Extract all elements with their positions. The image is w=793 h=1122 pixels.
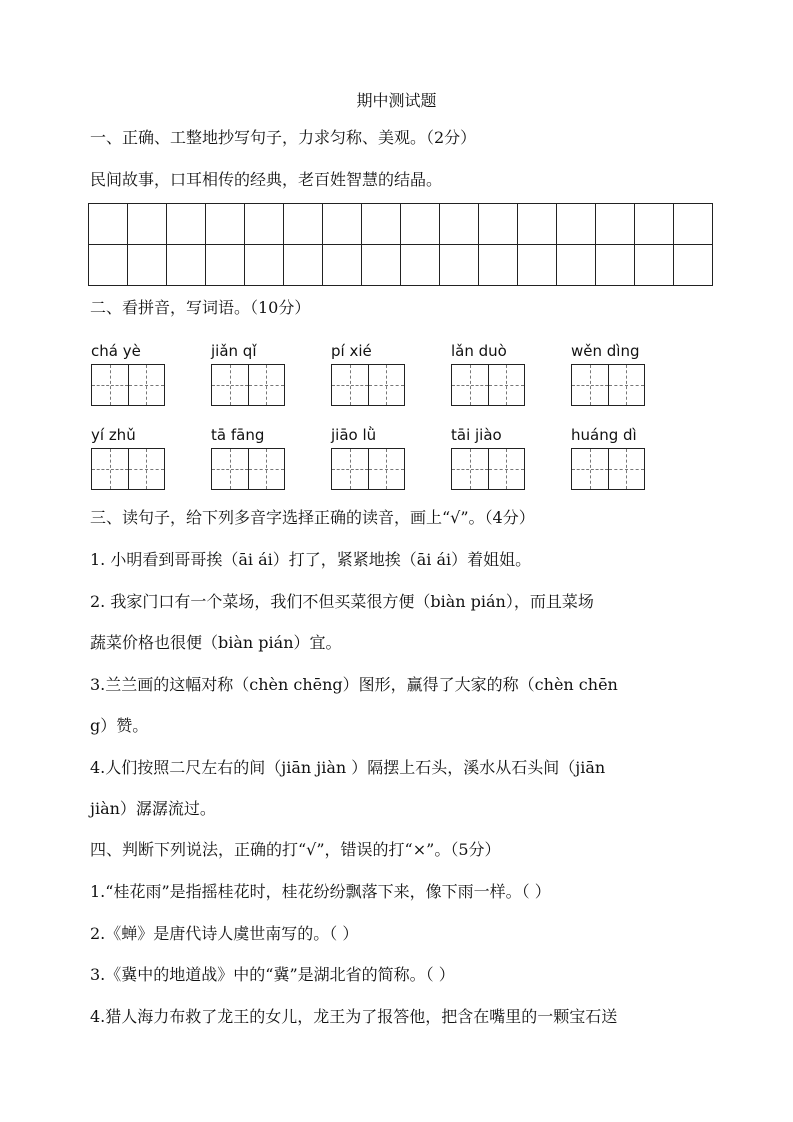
copy-grid-cell[interactable] (167, 245, 206, 286)
copy-grid-cell[interactable] (596, 204, 635, 245)
copy-grid-cell[interactable] (674, 204, 713, 245)
pinyin-item (91, 424, 211, 490)
pinyin-item (211, 340, 331, 406)
copy-grid-cell[interactable] (89, 245, 128, 286)
section2-heading: 二、看拼音，写词语。（10分） (90, 298, 311, 317)
copy-grid-cell[interactable] (518, 245, 557, 286)
section4-heading: 四、判断下列说法，正确的打“√”，错误的打“×”。（5分） (90, 840, 501, 859)
copy-grid-cell[interactable] (440, 204, 479, 245)
pinyin-row-1 (0, 340, 793, 410)
writing-grid[interactable] (211, 448, 285, 490)
judgement-line: 2.《蝉》是唐代诗人虞世南写的。（ ） (90, 924, 359, 943)
question-line: 蔬菜价格也很便（biàn pián）宜。 (90, 633, 342, 652)
copy-grid-cell[interactable] (635, 245, 674, 286)
page-title: 期中测试题 (356, 91, 437, 110)
pinyin-text: tā fāng (211, 426, 265, 444)
copy-grid-cell[interactable] (401, 245, 440, 286)
pinyin-text: jiāo lǜ (331, 426, 377, 444)
copy-writing-grid (88, 203, 713, 286)
writing-grid[interactable] (91, 364, 165, 406)
copy-grid-cell[interactable] (596, 245, 635, 286)
writing-grid[interactable] (331, 448, 405, 490)
judgement-line: 4.猎人海力布救了龙王的女儿，龙王为了报答他，把含在嘴里的一颗宝石送 (90, 1007, 618, 1026)
copy-grid-cell[interactable] (674, 245, 713, 286)
copy-grid-cell[interactable] (245, 245, 284, 286)
writing-grid[interactable] (331, 364, 405, 406)
pinyin-text: tāi jiào (451, 426, 502, 444)
writing-grid[interactable] (211, 364, 285, 406)
pinyin-text: jiǎn qǐ (211, 342, 257, 360)
writing-grid[interactable] (451, 448, 525, 490)
pinyin-text: lǎn duò (451, 342, 507, 360)
judgement-line: 3.《冀中的地道战》中的“冀”是湖北省的简称。（ ） (90, 965, 455, 984)
question-line: jiàn）潺潺流过。 (90, 799, 216, 818)
copy-grid-cell[interactable] (323, 245, 362, 286)
copy-grid-cell[interactable] (284, 204, 323, 245)
copy-grid-cell[interactable] (128, 204, 167, 245)
copy-grid-cell[interactable] (557, 245, 596, 286)
pinyin-text: pí xié (331, 342, 372, 360)
section1-sentence: 民间故事，口耳相传的经典，老百姓智慧的结晶。 (90, 170, 443, 189)
copy-grid-cell[interactable] (635, 204, 674, 245)
pinyin-item (451, 424, 571, 490)
writing-grid[interactable] (451, 364, 525, 406)
writing-grid[interactable] (571, 364, 645, 406)
copy-grid-cell[interactable] (557, 204, 596, 245)
section1-heading: 一、正确、工整地抄写句子，力求匀称、美观。（2分） (90, 128, 477, 147)
copy-grid-cell[interactable] (167, 204, 206, 245)
copy-grid-cell[interactable] (89, 204, 128, 245)
pinyin-item (571, 424, 691, 490)
copy-grid-cell[interactable] (362, 245, 401, 286)
copy-grid-cell[interactable] (518, 204, 557, 245)
copy-grid-cell[interactable] (362, 204, 401, 245)
copy-grid-row (89, 204, 713, 245)
question-line: 4.人们按照二尺左右的间（jiān jiàn ）隔摆上石头，溪水从石头间（jiān (90, 758, 606, 777)
pinyin-row-2 (0, 424, 793, 494)
section3-heading: 三、读句子，给下列多音字选择正确的读音，画上“√”。（4分） (90, 508, 535, 527)
pinyin-item (571, 340, 691, 406)
pinyin-item (331, 340, 451, 406)
pinyin-text: huáng dì (571, 426, 637, 444)
copy-grid-cell[interactable] (284, 245, 323, 286)
pinyin-item (91, 340, 211, 406)
copy-grid-cell[interactable] (440, 245, 479, 286)
writing-grid[interactable] (571, 448, 645, 490)
question-line: 1. 小明看到哥哥挨（āi ái）打了，紧紧地挨（āi ái）着姐姐。 (90, 550, 532, 569)
pinyin-item (451, 340, 571, 406)
pinyin-text: wěn dìng (571, 342, 640, 360)
copy-grid-cell[interactable] (245, 204, 284, 245)
pinyin-item (211, 424, 331, 490)
writing-grid[interactable] (91, 448, 165, 490)
copy-grid-cell[interactable] (479, 245, 518, 286)
copy-grid-cell[interactable] (128, 245, 167, 286)
question-line: 3.兰兰画的这幅对称（chèn chēng）图形，赢得了大家的称（chèn chēn (90, 675, 618, 694)
pinyin-text: yí zhǔ (91, 426, 136, 444)
copy-grid-cell[interactable] (479, 204, 518, 245)
copy-grid-row (89, 245, 713, 286)
pinyin-item (331, 424, 451, 490)
copy-grid-cell[interactable] (323, 204, 362, 245)
question-line: g）赞。 (90, 716, 149, 735)
pinyin-text: chá yè (91, 342, 141, 360)
judgement-line: 1.“桂花雨”是指摇桂花时，桂花纷纷飘落下来，像下雨一样。（ ） (90, 882, 551, 901)
copy-grid-cell[interactable] (206, 245, 245, 286)
copy-grid-cell[interactable] (401, 204, 440, 245)
copy-grid-cell[interactable] (206, 204, 245, 245)
question-line: 2. 我家门口有一个菜场，我们不但买菜很方便（biàn pián），而且菜场 (90, 592, 594, 611)
